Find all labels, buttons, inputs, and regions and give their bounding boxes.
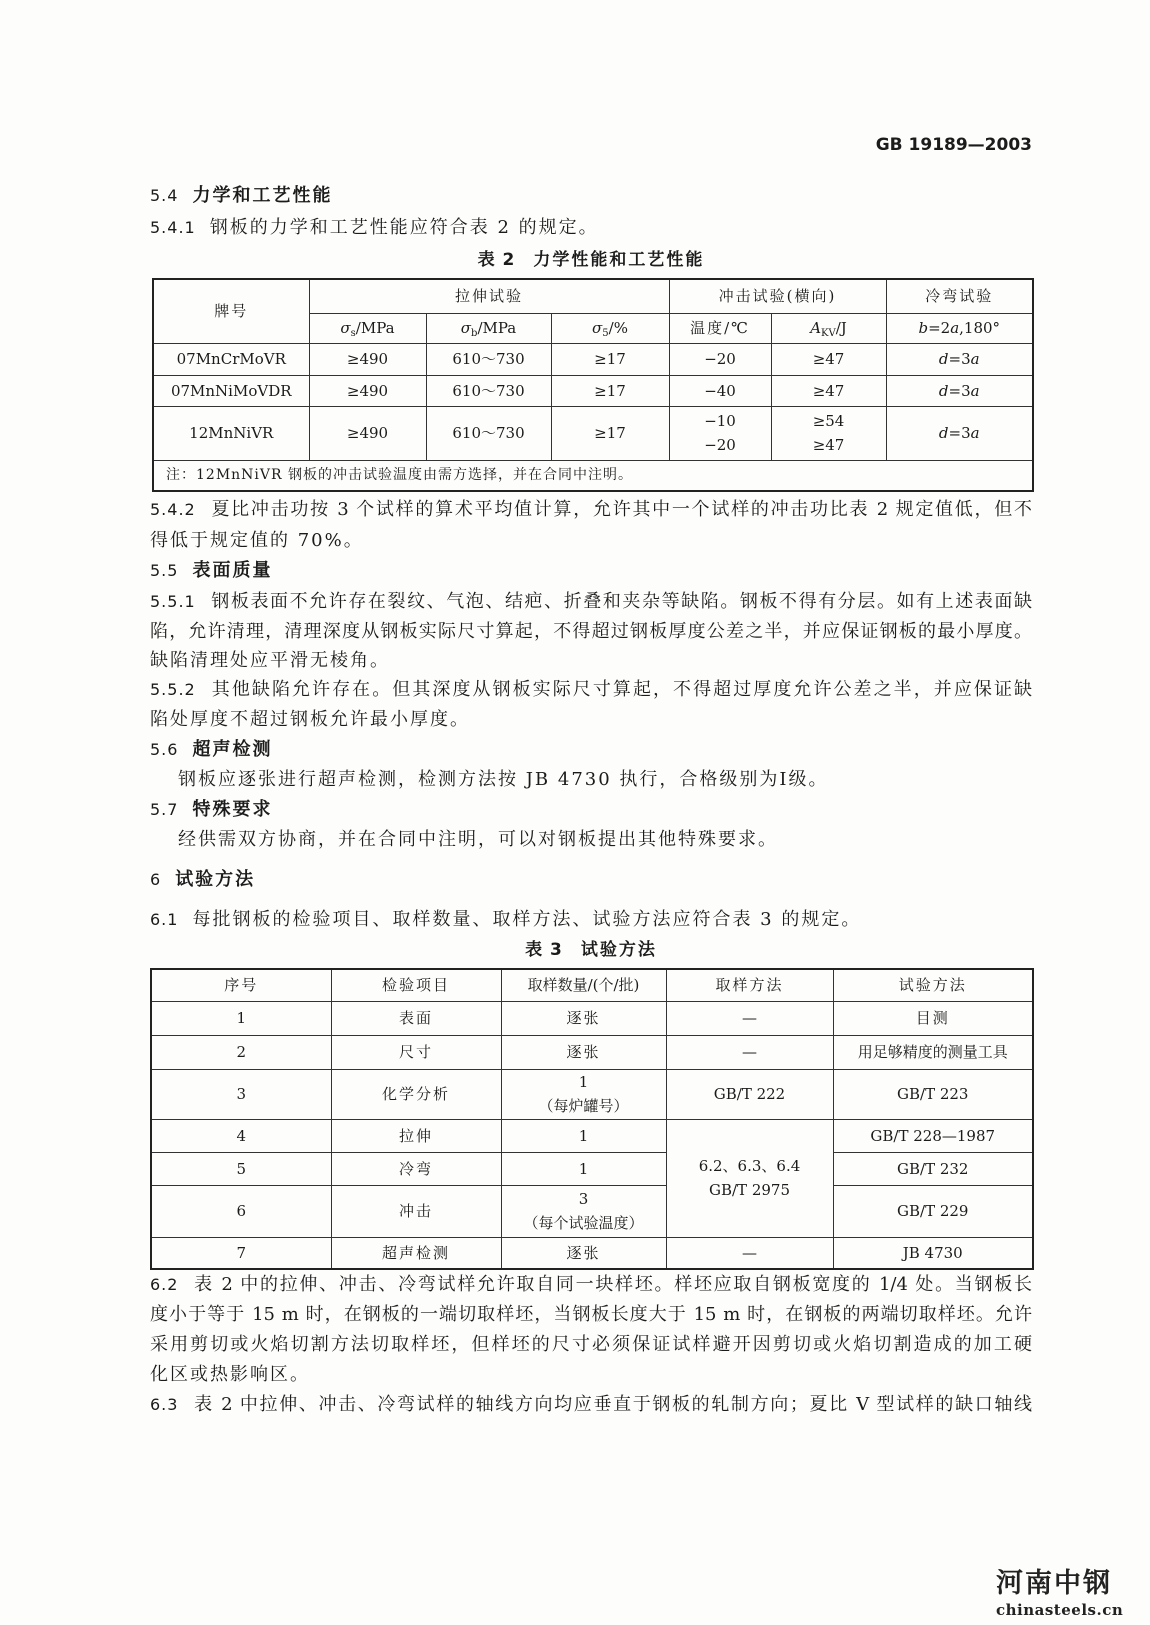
text: =2 bbox=[928, 319, 951, 337]
col-inspection-item-header: 检验项目 bbox=[331, 969, 501, 1001]
clause-number: 5.4.1 bbox=[150, 218, 196, 237]
symbol: σ bbox=[460, 319, 472, 337]
paragraph-6-1 bbox=[150, 907, 1032, 933]
col-tensile-strength-header bbox=[426, 313, 551, 343]
watermark-logo bbox=[996, 1568, 1146, 1620]
clause-number: 6.1 bbox=[150, 910, 179, 929]
paragraph-5-4-1 bbox=[150, 215, 1032, 241]
standard-code: GB 19189—2003 bbox=[875, 135, 1032, 155]
cell-sequence: 4 bbox=[151, 1119, 331, 1152]
section-title: 特殊要求 bbox=[192, 799, 273, 820]
paragraph-line: 度小于等于 15 m 时，在钢板的一端切取样坯，当钢板长度大于 15 m 时，在钢板的两端切取样坯。允许 bbox=[150, 1304, 1032, 1325]
table-title: 力学性能和工艺性能 bbox=[533, 250, 705, 270]
table-row bbox=[153, 343, 1033, 375]
cell-temperature bbox=[669, 406, 771, 460]
value-line: −10 bbox=[704, 412, 736, 430]
table-2-caption bbox=[150, 247, 1032, 273]
cell-quantity: 1 bbox=[501, 1152, 666, 1185]
cell-sequence: 5 bbox=[151, 1152, 331, 1185]
value-line: 3 bbox=[578, 1190, 589, 1208]
cell-yield: ≥490 bbox=[309, 406, 426, 460]
cell-bend bbox=[886, 406, 1033, 460]
cell-quantity bbox=[501, 1069, 666, 1119]
table-row bbox=[151, 1069, 1033, 1119]
value-line: 1 bbox=[578, 1073, 589, 1091]
table-header-row bbox=[151, 969, 1033, 1001]
cell-quantity: 逐张 bbox=[501, 1035, 666, 1069]
mechanical-properties-table bbox=[152, 278, 1034, 492]
paragraph-line: 采用剪切或火焰切割方法切取样坯，但样坯的尺寸必须保证试样避开因剪切或火焰切割造成的加工硬 bbox=[150, 1334, 1032, 1355]
cell-sampling: — bbox=[666, 1001, 833, 1035]
cell-sequence: 7 bbox=[151, 1237, 331, 1269]
section-number: 6 bbox=[150, 870, 162, 889]
paragraph-line: 得低于规定值的 70%。 bbox=[150, 530, 364, 551]
paragraph-line: 钢板的力学和工艺性能应符合表 2 的规定。 bbox=[209, 217, 599, 238]
clause-number: 5.5.2 bbox=[150, 680, 196, 699]
cell-method: GB/T 223 bbox=[833, 1069, 1033, 1119]
variable: d bbox=[938, 424, 949, 442]
variable: b bbox=[918, 319, 929, 337]
col-temperature-header: 温度/℃ bbox=[669, 313, 771, 343]
clause-number: 6.2 bbox=[150, 1275, 179, 1294]
paragraph-line: 每批钢板的检验项目、取样数量、取样方法、试验方法应符合表 3 的规定。 bbox=[192, 909, 862, 930]
table-row bbox=[151, 1001, 1033, 1035]
cell-item: 表面 bbox=[331, 1001, 501, 1035]
section-title: 表面质量 bbox=[192, 560, 273, 581]
clause-number: 6.3 bbox=[150, 1395, 179, 1414]
unit: /% bbox=[608, 319, 628, 337]
variable: a bbox=[950, 319, 960, 337]
paragraph-line: 陷处厚度不超过钢板允许最小厚度。 bbox=[150, 709, 470, 730]
symbol: σ bbox=[340, 319, 351, 337]
unit: /MPa bbox=[355, 319, 395, 337]
value-line: ≥54 bbox=[812, 412, 845, 430]
value-line: （每个试验温度） bbox=[523, 1214, 644, 1232]
col-akv-header bbox=[771, 313, 886, 343]
cell-quantity bbox=[501, 1185, 666, 1237]
cell-sequence: 1 bbox=[151, 1001, 331, 1035]
section-number: 5.6 bbox=[150, 740, 179, 759]
cell-bend bbox=[886, 343, 1033, 375]
cell-method: 用足够精度的测量工具 bbox=[833, 1035, 1033, 1069]
paragraph-5-5-2-line-1 bbox=[150, 677, 1032, 703]
symbol: A bbox=[810, 319, 822, 337]
text: =3 bbox=[948, 350, 971, 368]
col-grade-header: 牌号 bbox=[153, 279, 309, 343]
value-line: GB/T 2975 bbox=[708, 1181, 790, 1199]
cell-item: 冷弯 bbox=[331, 1152, 501, 1185]
paragraph-line: 表 2 中拉伸、冲击、冷弯试样的轴线方向均应垂直于钢板的轧制方向；夏比 V 型试样的缺口轴线 bbox=[192, 1394, 1032, 1415]
section-heading-5-4 bbox=[150, 183, 1032, 209]
paragraph-5-4-2-line-1 bbox=[150, 497, 1032, 523]
table-row bbox=[151, 1035, 1033, 1069]
cell-sampling-merged bbox=[666, 1119, 833, 1237]
table-title: 试验方法 bbox=[580, 940, 657, 960]
text: ,180° bbox=[959, 319, 1001, 337]
clause-number: 5.4.2 bbox=[150, 500, 196, 519]
cell-sequence: 2 bbox=[151, 1035, 331, 1069]
test-methods-table bbox=[150, 968, 1034, 1270]
value-line: 6.2、6.3、6.4 bbox=[698, 1157, 801, 1175]
table-note-row bbox=[153, 460, 1033, 491]
subscript: 5 bbox=[602, 328, 609, 339]
cell-method: GB/T 232 bbox=[833, 1152, 1033, 1185]
paragraph-5-5-1-line-1 bbox=[150, 589, 1032, 615]
col-impact-test-header: 冲击试验(横向) bbox=[669, 279, 886, 313]
cell-elongation: ≥17 bbox=[551, 375, 669, 406]
paragraph-line: 经供需双方协商，并在合同中注明，可以对钢板提出其他特殊要求。 bbox=[178, 829, 778, 850]
text: =3 bbox=[948, 424, 971, 442]
value-line: ≥47 bbox=[812, 436, 845, 454]
value-line: −20 bbox=[704, 436, 736, 454]
variable: d bbox=[938, 381, 949, 400]
value-line: （每炉罐号） bbox=[538, 1097, 629, 1115]
variable: a bbox=[970, 424, 980, 442]
paragraph-line: 钢板应逐张进行超声检测，检测方法按 JB 4730 执行，合格级别为Ⅰ级。 bbox=[178, 769, 829, 790]
cell-sampling: — bbox=[666, 1237, 833, 1269]
section-title: 超声检测 bbox=[192, 739, 273, 760]
cell-elongation: ≥17 bbox=[551, 343, 669, 375]
watermark-brand: 河南中钢 bbox=[996, 1568, 1112, 1599]
table-row bbox=[153, 406, 1033, 460]
subscript: KV bbox=[821, 328, 836, 339]
table-note: 注：12MnNiVR 钢板的冲击试验温度由需方选择，并在合同中注明。 bbox=[153, 460, 1033, 491]
subscript: s bbox=[350, 328, 356, 339]
cell-strength: 610～730 bbox=[426, 375, 551, 406]
section-title: 试验方法 bbox=[175, 869, 256, 890]
cell-method: GB/T 228—1987 bbox=[833, 1119, 1033, 1152]
cell-sampling: GB/T 222 bbox=[666, 1069, 833, 1119]
cell-bend bbox=[886, 375, 1033, 406]
table-number: 表 3 bbox=[525, 940, 563, 960]
table-row bbox=[151, 1237, 1033, 1269]
section-heading-5-5 bbox=[150, 558, 1032, 584]
section-number: 5.5 bbox=[150, 561, 179, 580]
cell-yield: ≥490 bbox=[309, 375, 426, 406]
cell-yield: ≥490 bbox=[309, 343, 426, 375]
variable: d bbox=[938, 350, 949, 368]
variable: a bbox=[970, 350, 980, 368]
unit: /J bbox=[835, 319, 847, 337]
variable: a bbox=[970, 381, 980, 400]
cell-elongation: ≥17 bbox=[551, 406, 669, 460]
section-number: 5.4 bbox=[150, 186, 179, 205]
paragraph-line: 陷，允许清理，清理深度从钢板实际尺寸算起，不得超过钢板厚度公差之半，并应保证钢板的最小厚度。 bbox=[150, 621, 1032, 642]
table-3-caption bbox=[150, 937, 1032, 963]
symbol: σ bbox=[592, 319, 603, 337]
cell-grade: 12MnNiVR bbox=[153, 406, 309, 460]
section-heading-6 bbox=[150, 867, 1032, 893]
cell-item: 冲击 bbox=[331, 1185, 501, 1237]
col-yield-strength-header bbox=[309, 313, 426, 343]
paragraph-line: 其他缺陷允许存在。但其深度从钢板实际尺寸算起，不得超过厚度允许公差之半，并应保证缺 bbox=[209, 679, 1032, 700]
col-sample-quantity-header: 取样数量/(个/批) bbox=[501, 969, 666, 1001]
cell-method: GB/T 229 bbox=[833, 1185, 1033, 1237]
cell-item: 拉伸 bbox=[331, 1119, 501, 1152]
table-number: 表 2 bbox=[477, 250, 516, 270]
table-row bbox=[153, 375, 1033, 406]
table-row bbox=[151, 1119, 1033, 1152]
cell-strength: 610～730 bbox=[426, 343, 551, 375]
col-tensile-test-header: 拉伸试验 bbox=[309, 279, 669, 313]
cell-sampling: — bbox=[666, 1035, 833, 1069]
subscript: b bbox=[471, 328, 478, 339]
cell-sequence: 6 bbox=[151, 1185, 331, 1237]
cell-strength: 610～730 bbox=[426, 406, 551, 460]
cell-item: 化学分析 bbox=[331, 1069, 501, 1119]
section-heading-5-6 bbox=[150, 737, 1032, 763]
section-number: 5.7 bbox=[150, 800, 179, 819]
unit: /MPa bbox=[477, 319, 517, 337]
cell-grade: 07MnCrMoVR bbox=[153, 343, 309, 375]
cell-quantity: 逐张 bbox=[501, 1237, 666, 1269]
col-bend-condition-header bbox=[886, 313, 1033, 343]
section-title: 力学和工艺性能 bbox=[192, 185, 333, 206]
col-sampling-method-header: 取样方法 bbox=[666, 969, 833, 1001]
col-elongation-header bbox=[551, 313, 669, 343]
clause-number: 5.5.1 bbox=[150, 592, 196, 611]
cell-method: JB 4730 bbox=[833, 1237, 1033, 1269]
cell-item: 超声检测 bbox=[331, 1237, 501, 1269]
cell-method: 目测 bbox=[833, 1001, 1033, 1035]
cell-item: 尺寸 bbox=[331, 1035, 501, 1069]
paragraph-line: 化区或热影响区。 bbox=[150, 1364, 310, 1385]
col-sequence-header: 序号 bbox=[151, 969, 331, 1001]
table-row bbox=[151, 1152, 1033, 1185]
cell-sequence: 3 bbox=[151, 1069, 331, 1119]
table-header-row bbox=[153, 279, 1033, 313]
paragraph-line: 缺陷清理处应平滑无棱角。 bbox=[150, 650, 390, 671]
cell-akv: ≥47 bbox=[771, 375, 886, 406]
cell-temperature: −20 bbox=[669, 343, 771, 375]
cell-temperature: −40 bbox=[669, 375, 771, 406]
paragraph-6-2-line-1 bbox=[150, 1272, 1032, 1298]
paragraph-line: 夏比冲击功按 3 个试样的算术平均值计算，允许其中一个试样的冲击功比表 2 规定值低，但不 bbox=[209, 499, 1032, 520]
section-heading-5-7 bbox=[150, 797, 1032, 823]
cell-akv: ≥47 bbox=[771, 343, 886, 375]
col-test-method-header: 试验方法 bbox=[833, 969, 1033, 1001]
text: =3 bbox=[948, 381, 971, 400]
paragraph-line: 表 2 中的拉伸、冲击、冷弯试样允许取自同一块样坯。样坯应取自钢板宽度的 1/4 处。当钢板长 bbox=[192, 1274, 1032, 1295]
table-row bbox=[151, 1185, 1033, 1237]
col-bend-test-header: 冷弯试验 bbox=[886, 279, 1033, 313]
paragraph-6-3-line-1 bbox=[150, 1392, 1032, 1418]
cell-grade: 07MnNiMoVDR bbox=[153, 375, 309, 406]
watermark-url: chinasteels.cn bbox=[996, 1601, 1124, 1619]
cell-quantity: 1 bbox=[501, 1119, 666, 1152]
paragraph-line: 钢板表面不允许存在裂纹、气泡、结疤、折叠和夹杂等缺陷。钢板不得有分层。如有上述表面缺 bbox=[209, 591, 1032, 612]
cell-quantity: 逐张 bbox=[501, 1001, 666, 1035]
cell-akv bbox=[771, 406, 886, 460]
